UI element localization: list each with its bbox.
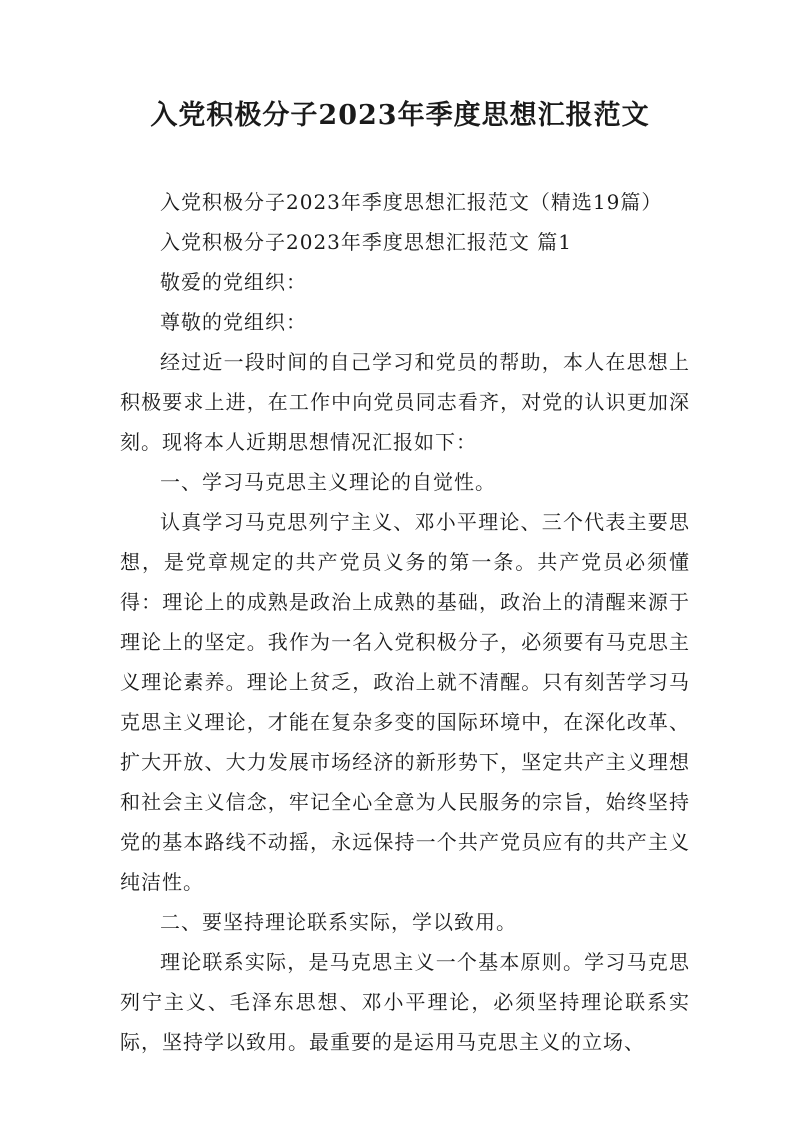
- paragraph-section-body-2: 理论联系实际，是马克思主义一个基本原则。学习马克思列宁主义、毛泽东思想、邓小平理论，必须坚持理论联系实际，坚持学以致用。最重要的是运用马克思主义的立场、: [120, 950, 690, 1054]
- paragraph-article-heading: 入党积极分子2023年季度思想汇报范文 篇1: [160, 230, 572, 254]
- paragraph-section-body-1: 认真学习马克思列宁主义、邓小平理论、三个代表主要思想，是党章规定的共产党员义务的第一条。共产党员必须懂得：理论上的成熟是政治上成熟的基础，政治上的清醒来源于理论上的坚定。我作为一名入党积极分子，必须要有马克思主义理论素养。理论上贫乏，政治上就不清醒。只有刻苦学习马克思主义理论，才能在复杂多变的国际环境中，在深化改革、扩大开放、大力发展市场经济的新形势下，坚定共产主义理想和社会主义信念，牢记全心全意为人民服务的宗旨，始终坚持党的基本路线不动摇，永远保持一个共产党员应有的共产主义纯洁性。: [120, 510, 690, 894]
- paragraph-salutation-1: 敬爱的党组织：: [160, 270, 307, 294]
- paragraph-intro: 经过近一段时间的自己学习和党员的帮助，本人在思想上积极要求上进，在工作中向党员同志看齐，对党的认识更加深刻。现将本人近期思想情况汇报如下：: [120, 350, 690, 454]
- document-body: [120, 182, 690, 1062]
- document-title: 入党积极分子2023年季度思想汇报范文: [150, 100, 650, 131]
- paragraph-subtitle: 入党积极分子2023年季度思想汇报范文（精选19篇）: [160, 190, 663, 214]
- paragraph-salutation-2: 尊敬的党组织：: [160, 310, 307, 334]
- paragraph-section-heading-1: 一、学习马克思主义理论的自觉性。: [160, 470, 496, 494]
- paragraph-section-heading-2: 二、要坚持理论联系实际，学以致用。: [160, 910, 517, 934]
